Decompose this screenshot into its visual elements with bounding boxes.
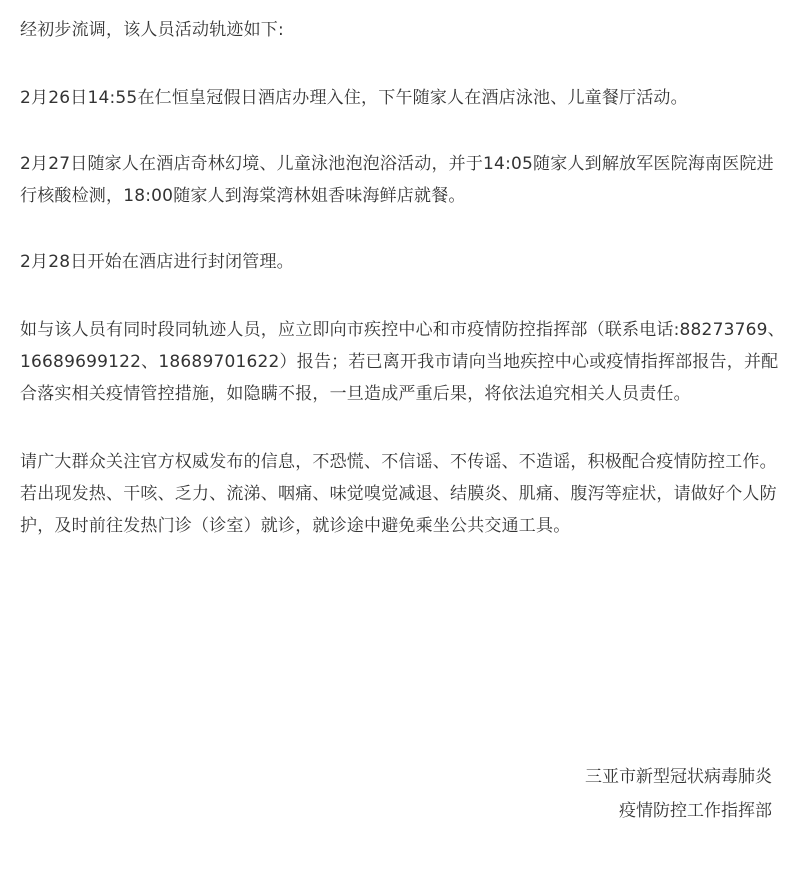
signature-block — [585, 760, 772, 828]
article-body — [20, 14, 790, 542]
feb27-paragraph: 2月27日随家人在酒店奇林幻境、儿童泳池泡泡浴活动，并于14:05随家人到解放军医院海南医院进行核酸检测，18:00随家人到海棠湾林姐香味海鲜店就餐。 — [20, 154, 774, 206]
feb28-paragraph: 2月28日开始在酒店进行封闭管理。 — [20, 252, 294, 272]
intro-paragraph: 经初步流调，该人员活动轨迹如下: — [20, 20, 284, 40]
feb26-paragraph: 2月26日14:55在仁恒皇冠假日酒店办理入住，下午随家人在酒店泳池、儿童餐厅活动。 — [20, 88, 688, 108]
signature-line-2: 疫情防控工作指挥部 — [619, 801, 772, 821]
advice-paragraph: 请广大群众关注官方权威发布的信息，不恐慌、不信谣、不传谣、不造谣，积极配合疫情防控工作。若出现发热、干咳、乏力、流涕、咽痛、味觉嗅觉减退、结膜炎、肌痛、腹泻等症状，请做好个人防护，及时前往发热门诊（诊室）就诊，就诊途中避免乘坐公共交通工具。 — [20, 452, 777, 536]
signature-line-1: 三亚市新型冠状病毒肺炎 — [585, 767, 772, 787]
notice-paragraph: 如与该人员有同时段同轨迹人员，应立即向市疾控中心和市疫情防控指挥部（联系电话:88273769、16689699122、18689701622）报告；若已离开我市请向当地疾控中心或疫情指挥部报告，并配合落实相关疫情管控措施，如隐瞒不报，一旦造成严重后果，将依法追究相关人员责任。 — [20, 320, 785, 404]
